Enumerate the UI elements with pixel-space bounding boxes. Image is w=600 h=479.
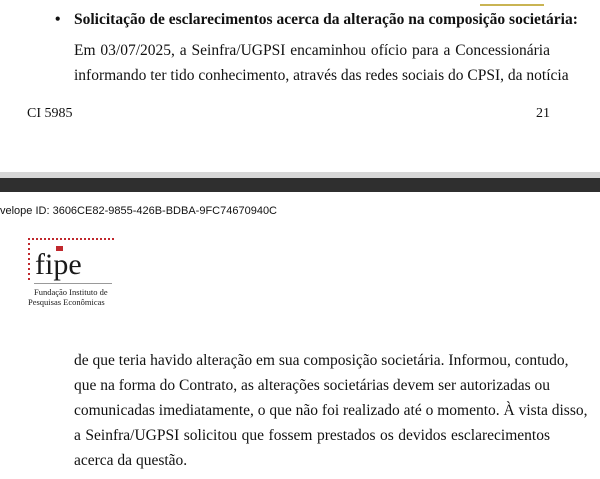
paragraph-line: de que teria havido alteração em sua composição societária. Informou, contudo, [74,352,569,369]
paragraph-line: que na forma do Contrato, as alterações societárias devem ser autorizadas ou [74,377,551,394]
page-separator-dark [0,178,600,192]
fipe-logo-graphic [26,236,118,310]
footer-page-number: 21 [536,106,550,121]
document-page-top [0,0,600,172]
paragraph-top [74,38,569,88]
logo-line1: Fundação Instituto de [34,287,108,297]
logo-rule [34,283,112,284]
paragraph-line: comunicadas imediatamente, o que não foi realizado até o momento. À vista disso, [74,402,588,419]
section-heading [55,11,595,29]
logo-wordmark: fipe [35,248,82,281]
paragraph-line: informando ter tido conhecimento, através das redes sociais do CPSI, da notícia [74,67,569,84]
logo-line2: Pesquisas Econômicas [28,297,105,307]
bullet-icon: • [55,11,61,28]
footer-document-code: CI 5985 [27,106,73,121]
paragraph-line: a Seinfra/UGPSI solicitou que fossem prestados os devidos esclarecimentos [74,427,550,444]
section-heading-text: Solicitação de esclarecimentos acerca da alteração na composição societária: [74,11,578,28]
decorative-rule [480,4,544,6]
paragraph-bottom [74,348,588,473]
paragraph-line: acerca da questão. [74,452,188,469]
paragraph-line: Em 03/07/2025, a Seinfra/UGPSI encaminhou ofício para a Concessionária [74,42,550,59]
fipe-logo [26,236,118,310]
envelope-id: velope ID: 3606CE82-9855-426B-BDBA-9FC74670940C [0,205,278,217]
